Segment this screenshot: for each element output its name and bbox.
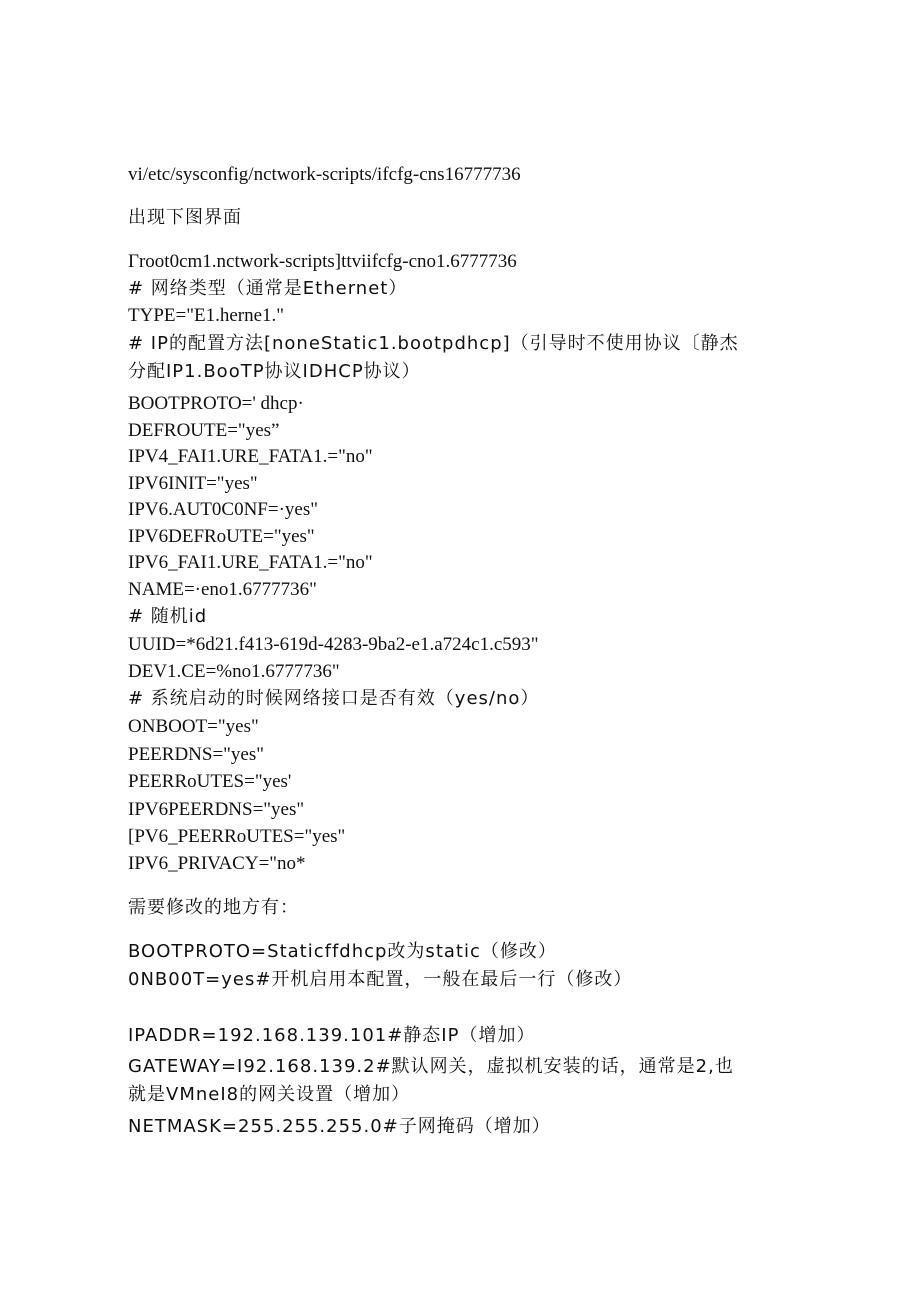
vi-command-line: vi/etc/sysconfig/nctwork-scripts/ifcfg-cns16777736 <box>128 164 521 185</box>
config-line-type: TYPE="E1.herne1." <box>128 305 285 326</box>
intro-text: 出现下图界面 <box>128 207 242 228</box>
comment-ip-method-continued: 分配IP1.BooTP协议IDHCP协议） <box>128 361 421 382</box>
config-line-bootproto: BOOTPROTO=' dhcp· <box>128 393 304 414</box>
add-netmask: NETMASK=255.255.255.0#子网掩码（增加） <box>128 1116 551 1137</box>
config-line-ipv6-autoconf: IPV6.AUT0C0NF=·yes" <box>128 499 318 520</box>
add-gateway-continued: 就是VMneI8的网关设置（增加） <box>128 1084 411 1105</box>
changes-heading: 需要修改的地方有： <box>128 897 299 918</box>
config-line-ipv6-peerroutes: [PV6_PEERRoUTES="yes" <box>128 826 346 847</box>
change-bootproto: BOOTPROTO=Staticffdhcp改为static（修改） <box>128 941 557 962</box>
comment-uuid: # 随机id <box>128 606 208 627</box>
config-line-onboot: ONBOOT="yes" <box>128 716 259 737</box>
config-line-name: NAME=·eno1.6777736" <box>128 579 317 600</box>
add-gateway: GATEWAY=I92.168.139.2#默认网关，虚拟机安装的话，通常是2,也 <box>128 1056 734 1077</box>
config-line-ipv6-failure-fatal: IPV6_FAI1.URE_FATA1.="no" <box>128 552 373 573</box>
config-line-ipv6-privacy: IPV6_PRIVACY="no* <box>128 853 306 874</box>
comment-network-type: # 网络类型（通常是Ethernet） <box>128 278 408 299</box>
config-line-defroute: DEFROUTE="yes” <box>128 420 280 441</box>
comment-ip-method: # IP的配置方法[noneStatic1.bootpdhcp]（引导时不使用协议〔静杰 <box>128 333 739 354</box>
config-line-ipv6init: IPV6INIT="yes" <box>128 473 258 494</box>
config-line-uuid: UUID=*6d21.f413-619d-4283-9ba2-e1.a724c1.c593" <box>128 634 539 655</box>
config-line-peerdns: PEERDNS="yes" <box>128 744 265 765</box>
config-line-peerroutes: PEERRoUTES="yes' <box>128 771 292 792</box>
add-ipaddr: IPADDR=192.168.139.101#静态IP（增加） <box>128 1025 536 1046</box>
config-line-ipv6-peerdns: IPV6PEERDNS="yes" <box>128 799 305 820</box>
change-onboot: 0NB00T=yes#开机启用本配置，一般在最后一行（修改） <box>128 969 633 990</box>
config-line-ipv6-defroute: IPV6DEFRoUTE="yes" <box>128 526 315 547</box>
comment-onboot: # 系统启动的时候网络接口是否有效（yes∕no） <box>128 688 540 709</box>
config-line-ipv4-failure-fatal: IPV4_FAI1.URE_FATA1.="no" <box>128 446 373 467</box>
config-line-device: DEV1.CE=%no1.6777736" <box>128 661 340 682</box>
file-prompt-line: Γroot0cm1.nctwork-scripts]ttviifcfg-cno1.6777736 <box>128 251 517 272</box>
